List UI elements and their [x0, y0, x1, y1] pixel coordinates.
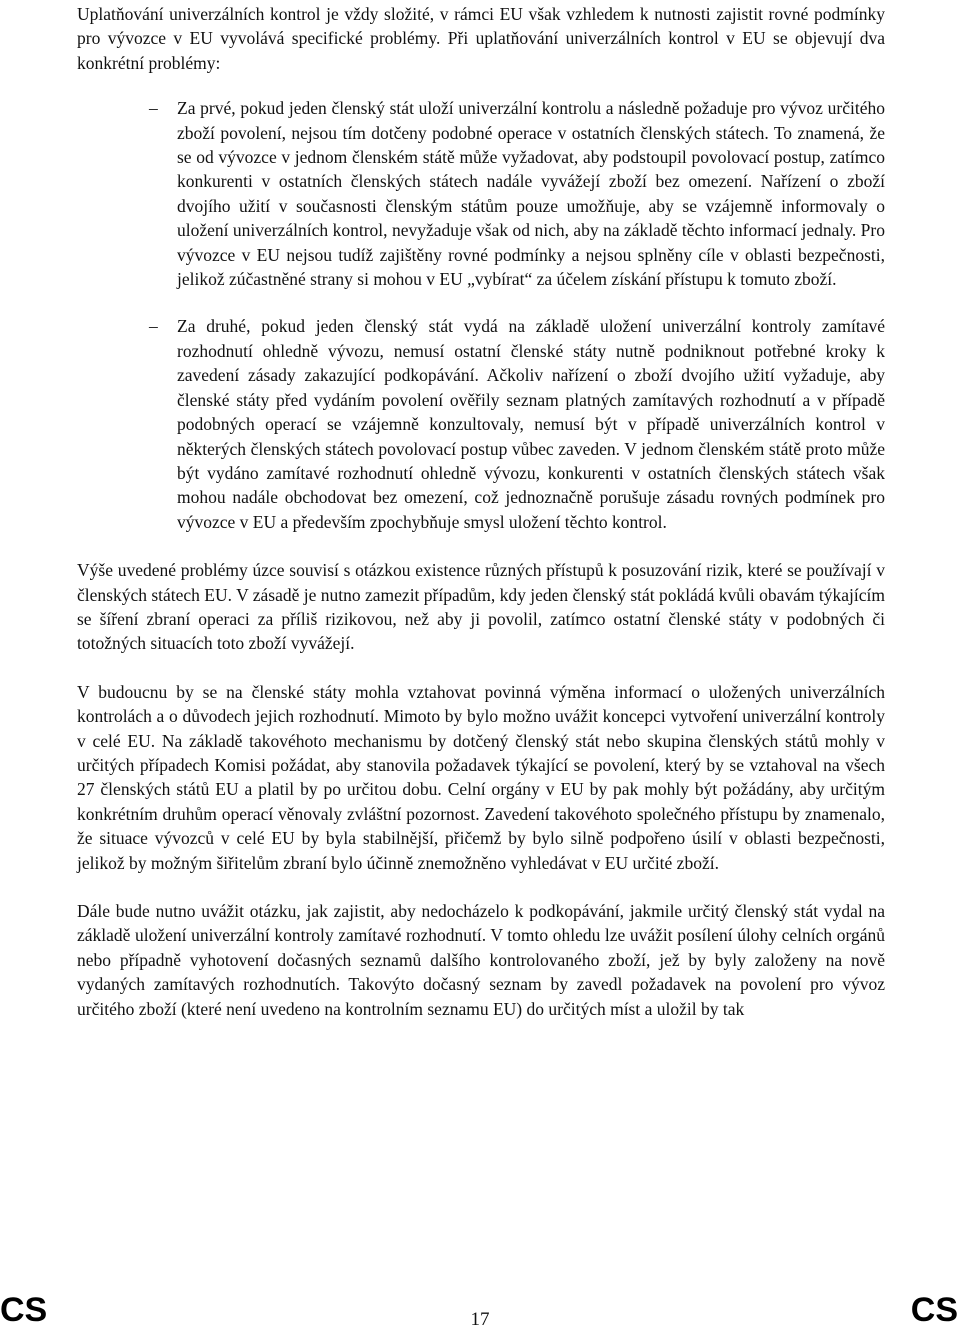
list-item — [77, 314, 885, 534]
list-item-text: Za prvé, pokud jeden členský stát uloží univerzální kontrolu a následně požaduje pro vývoz určitého zboží povolení, nejsou tím dotčeny podobné operace v ostatních členských státech. To znamená, že se od vývozce v jednom členském státě může vyžadovat, aby podstoupil povolovací postup, zatímco konkurenti v ostatních členských státech nadále vyvážejí zboží bez omezení. Nařízení o zboží dvojího užití v současnosti členským státům pouze umožňuje, aby se vzájemně informovaly o uložení univerzálních kontrol, nevyžaduje však od nich, aby na základě těchto informací jednaly. Pro vývozce v EU nejsou tudíž zajištěny rovné podmínky a nejsou splněny cíle v oblasti bezpečnosti, jelikož zúčastněné strany si mohou v EU „vybírat“ za účelem získání přístupu k tomuto zboží. — [177, 98, 885, 290]
language-code-left: CS — [0, 1291, 48, 1329]
dash-bullet: – — [149, 316, 158, 337]
list-item-text: Za druhé, pokud jeden členský stát vydá na základě uložení univerzální kontroly zamítavé rozhodnutí ohledně vývozu, nemusí ostatní členské státy nutně podniknout potřebné kroky k zavedení zásady zakazující podkopávání. Ačkoliv nařízení o zboží dvojího užití vyžaduje, aby členské státy před vydáním povolení ověřily seznam platných zamítavých rozhodnutí a v případě podobných operací se vzájemně konzultovaly, nemusí být v případě univerzálních kontrol v některých členských státech povolovací postup vůbec zaveden. V jednom členském státě proto může být vydáno zamítavé rozhodnutí ohledně vývozu, konkurenti v ostatních členských státech však mohou nadále obchodovat bez omezení, což jednoznačně porušuje zásadu rovných podmínek pro vývozce v EU a především zpochybňuje smysl uložení těchto kontrol. — [177, 316, 885, 532]
page-number: 17 — [470, 1309, 490, 1330]
document-page — [77, 0, 885, 1021]
intro-paragraph: Uplatňování univerzálních kontrol je vždy složité, v rámci EU však vzhledem k nutnosti zajistit rovné podmínky pro vývozce v EU vyvolává specifické problémy. Při uplatňování univerzálních kontrol v EU se objevují dva konkrétní problémy: — [77, 4, 885, 73]
body-paragraph: Dále bude nutno uvážit otázku, jak zajistit, aby nedocházelo k podkopávání, jakmile určitý členský stát vydal na základě uložení univerzální kontroly zamítavé rozhodnutí. V tomto ohledu lze uvážit posílení úlohy celních orgánů nebo případně vyhotovení dočasných seznamů dalšího kontrolovaného zboží, jež by byly založeny na nově vydaných zamítavých rozhodnutích. Takovýto dočasný seznam by zavedl požadavek na povolení pro vývoz určitého zboží (které není uvedeno na kontrolním seznamu EU) do určitých míst a uložil by tak — [77, 901, 885, 1019]
body-paragraph: V budoucnu by se na členské státy mohla vztahovat povinná výměna informací o uložených univerzálních kontrolách a o důvodech jejich rozhodnutí. Mimoto by bylo možno uvážit koncepci vytvoření univerzální kontroly v celé EU. Na základě takovéhoto mechanismu by dotčený členský stát nebo skupina členských států mohly v určitých případech Komisi požádat, aby stanovila požadavek týkající se povolení, který by se vztahoval na všech 27 členských států EU a platil by po určitou dobu. Celní orgány v EU by pak mohly být požádány, aby určitým konkrétním druhům operací věnovaly zvláštní pozornost. Zavedení takovéhoto společného přístupu by znamenalo, že situace vývozců v celé EU by byla stabilnější, přičemž by bylo silně podpořeno úsilí v oblasti bezpečnosti, jelikož by možným šiřitelům zbraní bylo účinně znemožněno vyhledávat v EU určité zboží. — [77, 681, 885, 873]
language-code-right: CS — [910, 1291, 958, 1329]
body-paragraph: Výše uvedené problémy úzce souvisí s otázkou existence různých přístupů k posuzování rizik, které se používají v členských státech EU. V zásadě je nutno zamezit případům, kdy jeden členský stát pokládá kvůli obavám týkajícím se šíření zbraní operaci za příliš rizikovou, než aby ji povolil, zatímco ostatní členské státy v podobných či totožných situacích toto zboží vyvážejí. — [77, 560, 886, 654]
dash-bullet: – — [149, 98, 158, 119]
list-item — [77, 96, 885, 291]
